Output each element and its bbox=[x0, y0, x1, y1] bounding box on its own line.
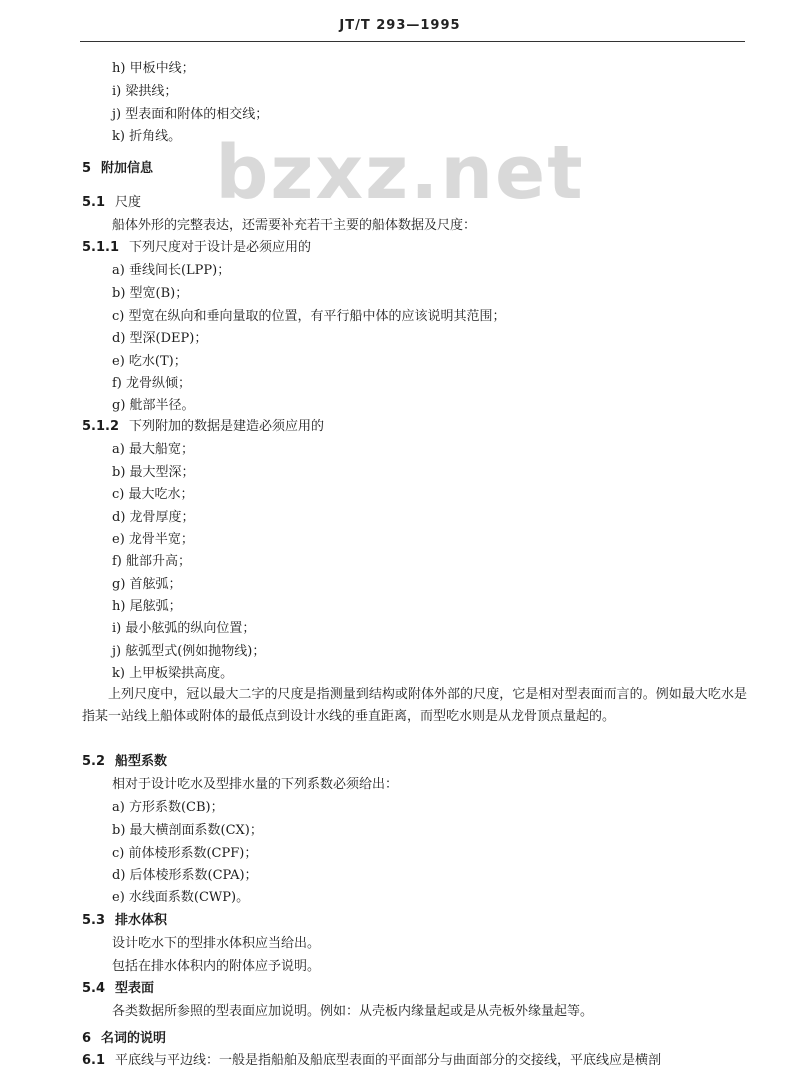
list-item: j) 舷弧型式(例如抛物线)； bbox=[112, 644, 266, 659]
list-item: e) 水线面系数(CWP)。 bbox=[112, 890, 250, 905]
section-heading-5: 5 附加信息 bbox=[82, 161, 154, 176]
paragraph: 各类数据所参照的型表面应加说明。例如：从壳板内缘量起或是从壳板外缘量起等。 bbox=[112, 1004, 594, 1019]
list-item: k) 折角线。 bbox=[112, 129, 182, 144]
list-item: g) 首舷弧； bbox=[112, 577, 182, 592]
paragraph: 包括在排水体积内的附体应予说明。 bbox=[112, 959, 321, 974]
clause-6-1: 6.1 平底线与平边线：一般是指船舶及船底型表面的平面部分与曲面部分的交接线，平底线应是横剖 bbox=[82, 1053, 662, 1068]
watermark: bzxz.net bbox=[215, 130, 585, 216]
list-item: f) 龙骨纵倾； bbox=[112, 376, 192, 391]
list-item: g) 舭部半径。 bbox=[112, 398, 195, 413]
list-item: a) 最大船宽； bbox=[112, 442, 194, 457]
list-item: c) 最大吃水； bbox=[112, 487, 194, 502]
clause-heading-5-2: 5.2 船型系数 bbox=[82, 754, 168, 769]
clause-heading-5-1-2: 5.1.2 下列附加的数据是建造必须应用的 bbox=[82, 419, 325, 434]
list-item: j) 型表面和附体的相交线； bbox=[112, 107, 269, 122]
section-heading-6: 6 名词的说明 bbox=[82, 1031, 167, 1046]
list-item: i) 梁拱线； bbox=[112, 84, 178, 99]
list-item: e) 龙骨半宽； bbox=[112, 532, 194, 547]
clause-heading-5-1-1: 5.1.1 下列尺度对于设计是必须应用的 bbox=[82, 240, 312, 255]
list-item: d) 型深(DEP)； bbox=[112, 331, 208, 346]
list-item: b) 最大横剖面系数(CX)； bbox=[112, 823, 263, 838]
list-item: d) 后体棱形系数(CPA)； bbox=[112, 868, 258, 883]
list-item: f) 舭部升高； bbox=[112, 554, 192, 569]
standard-code-header: JT/T 293—1995 bbox=[339, 18, 461, 33]
clause-heading-5-1: 5.1 尺度 bbox=[82, 195, 142, 210]
list-item: b) 最大型深； bbox=[112, 465, 195, 480]
paragraph: 设计吃水下的型排水体积应当给出。 bbox=[112, 936, 321, 951]
list-item: h) 尾舷弧； bbox=[112, 599, 182, 614]
clause-heading-5-4: 5.4 型表面 bbox=[82, 981, 155, 996]
paragraph-note-dimensions: 上列尺度中，冠以最大二字的尺度是指测量到结构或附体外部的尺度，它是相对型表面而言的。例如最大吃水是指某一站线上船体或附体的最低点到设计水线的垂直距离，而型吃水则是从龙骨顶点量起的。 bbox=[82, 687, 747, 724]
paragraph: 船体外形的完整表达，还需要补充若干主要的船体数据及尺度： bbox=[112, 218, 477, 233]
list-item: e) 吃水(T)； bbox=[112, 354, 187, 369]
list-item: a) 方形系数(CB)； bbox=[112, 800, 224, 815]
list-item: h) 甲板中线； bbox=[112, 61, 195, 76]
list-item: a) 垂线间长(LPP)； bbox=[112, 263, 231, 278]
header-rule bbox=[80, 41, 745, 42]
paragraph: 相对于设计吃水及型排水量的下列系数必须给出： bbox=[112, 777, 399, 792]
list-item: c) 型宽在纵向和垂向量取的位置，有平行船中体的应该说明其范围； bbox=[112, 309, 506, 324]
list-item: d) 龙骨厚度； bbox=[112, 510, 195, 525]
list-item: b) 型宽(B)； bbox=[112, 286, 189, 301]
list-item: k) 上甲板梁拱高度。 bbox=[112, 666, 234, 681]
clause-heading-5-3: 5.3 排水体积 bbox=[82, 913, 168, 928]
list-item: i) 最小舷弧的纵向位置； bbox=[112, 621, 256, 636]
list-item: c) 前体棱形系数(CPF)； bbox=[112, 846, 258, 861]
